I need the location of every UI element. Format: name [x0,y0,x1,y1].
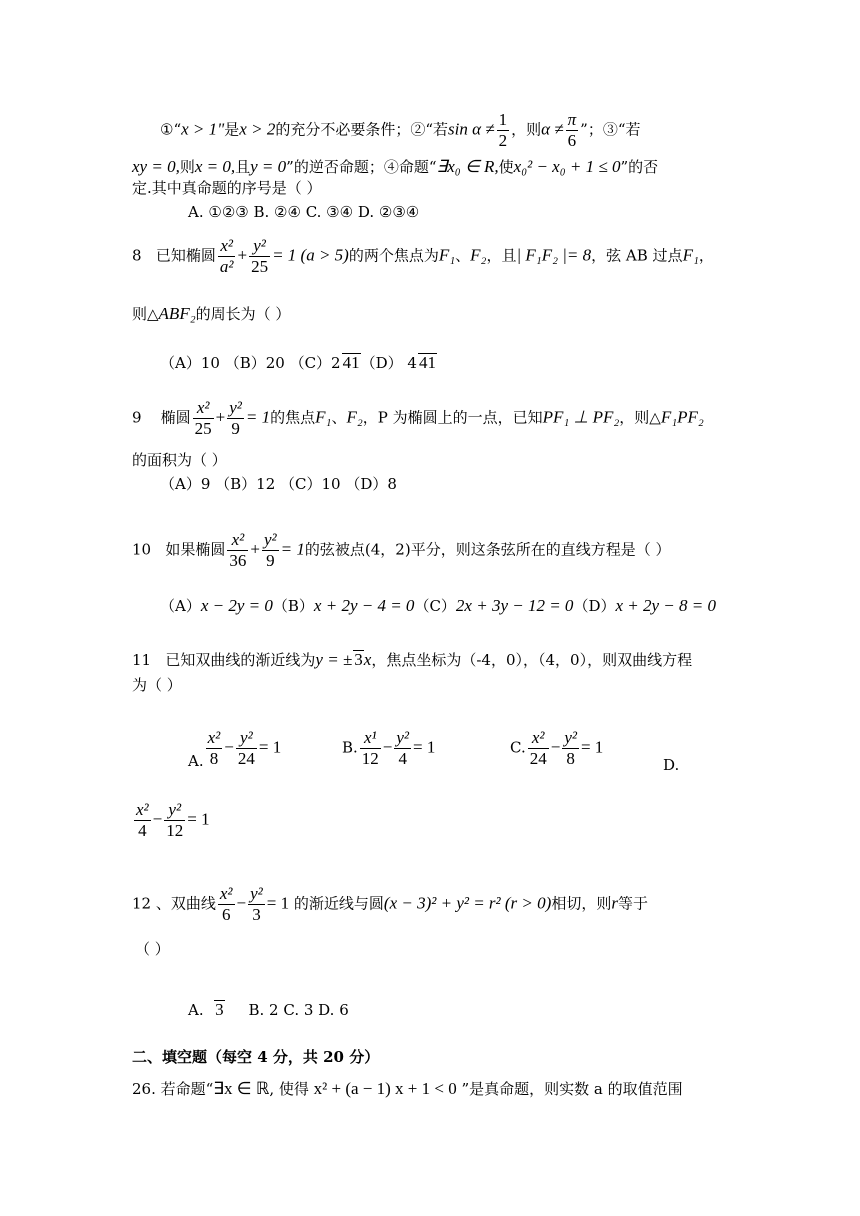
fraction-num: x² [227,530,248,551]
q26-text: 26. 若命题“ [132,1080,214,1098]
math-expr: = 1 [413,737,436,757]
q8-text: 的两个焦点为 [348,246,439,265]
fraction [562,728,579,769]
fraction [227,398,244,439]
q7-text: 的充分不必要条件；②“若 [275,120,448,139]
math-expr: y = ± [315,650,353,669]
q8-text: ，且 [486,246,517,265]
fraction-num: x² [136,800,149,819]
q10-text: 如果椭圆 [165,540,226,559]
sqrt-expr: 41 [342,353,360,372]
q10-line1 [132,530,670,571]
q11-text: 已知双曲线的渐近线为 [165,651,316,669]
fraction-den: a² [219,257,234,276]
math-expr: F₁ [682,245,699,265]
q11-text: ，焦点坐标为（-4，0），（4，0），则双曲线方程 [371,651,693,669]
fraction-num: x¹ [360,728,381,749]
question-number: 8 [132,246,142,265]
q8-text: ，弦 AB 过点 [591,246,683,265]
math-op: − [550,737,561,757]
math-expr: x = 0, [194,157,236,176]
option-label: B. [342,738,358,757]
q12-text: 的渐近线与圆 [293,894,384,913]
math-op: + [215,407,226,427]
q9-options: （A）9 （B）12 （C）10 （D）8 [160,475,397,493]
option-expr: x − 2y = 0 [200,596,273,615]
fraction-num: y² [229,398,242,417]
fraction-num: x² [207,728,221,747]
q7-text: ”的逆否命题；④命题“ [286,158,437,176]
q8-text: 已知椭圆 [155,246,216,265]
option-label: （B） [272,597,314,615]
sqrt-expr: 41 [418,353,436,372]
fraction-num: y² [396,728,410,747]
q11-option-c [510,728,603,769]
q9-text: ，P 为椭圆上的一点，已知 [362,408,543,427]
q7-text: ”的否 [620,158,659,176]
fraction-num: x² [528,728,549,749]
fraction [249,236,270,277]
q7-text: ，则 [511,120,542,139]
option-label: C. [510,738,526,757]
option-text: B. 2 C. 3 D. 6 [248,1001,349,1019]
option-label: （A） [160,597,201,615]
fraction-num: y² [564,728,577,747]
q11-option-b [342,728,435,769]
fraction [497,110,510,151]
question-number: 11 [132,651,152,669]
fraction [394,728,411,769]
q8-text: 的周长为（ ） [195,305,291,323]
q7-text: 使 [498,158,514,176]
math-op: − [152,809,163,829]
fraction [218,236,236,277]
fraction [227,530,248,571]
fraction [206,728,223,769]
q8-options [160,353,437,371]
fraction-den: 25 [194,419,212,438]
fraction-den: 24 [237,749,255,768]
q7-text: 则 [179,158,195,176]
q7-text: 且 [235,158,251,176]
q10-text: 的弦被点(4，2)平分，则这条弦所在的直线方程是（ ） [304,540,671,559]
math-expr: (x − 3)² + y² = r² (r > 0) [383,893,552,913]
math-expr: ∃x ∈ ℝ [213,1079,270,1098]
fraction-den: 4 [138,821,147,840]
math-expr: r [611,893,618,913]
fraction-num: x² [193,398,214,419]
math-expr: x > 2 [239,119,276,139]
option-expr: 2x + 3y − 12 = 0 [455,596,574,615]
q7-line2 [132,158,658,175]
q11-line2: 为（ ） [132,676,182,694]
fraction-num: y² [250,884,263,903]
q9-text: 、 [331,408,347,427]
math-expr: = 1 [580,737,604,757]
q8-line1 [132,236,714,277]
q10-options [160,597,716,614]
fraction-num: y² [264,530,277,549]
question-number: 10 [132,540,152,559]
fraction [193,398,214,439]
option-label: （D） [573,597,616,615]
fraction-den: 4 [398,749,407,768]
math-expr: α ≠ [541,119,564,139]
fraction-den: 3 [252,905,261,924]
math-expr: ∃x₀ ∈ R, [436,157,499,176]
fraction-den: 9 [231,419,240,438]
question-number: 9 [132,408,142,427]
math-expr: x [363,650,372,669]
math-expr: x₀² − x₀ + 1 ≤ 0 [513,157,621,176]
fraction [236,728,257,769]
fraction-den: 12 [361,749,379,768]
fraction-num: y² [236,728,257,749]
math-op: − [382,737,393,757]
fraction-num: 1 [498,110,508,129]
q9-text: ，则△ [619,408,661,427]
math-expr: = 1 [266,893,290,913]
q26-text: , 使得 [269,1080,309,1098]
q26-text: ”是真命题，则实数 a 的取值范围 [461,1080,683,1098]
math-expr: = 1 [280,539,305,559]
q11-option-d [132,800,210,841]
fraction-den: 36 [229,551,247,570]
math-expr: PF₁ ⊥ PF₂ [542,407,620,427]
math-expr: ABF₂ [158,304,196,323]
sqrt-expr: 3 [215,1000,224,1019]
q9-line1 [132,398,704,439]
math-expr: x > 1" [181,119,225,139]
fraction-den: 24 [529,749,547,768]
q7-line1 [160,110,641,151]
q11-option-a [188,728,281,769]
fraction-num: π [567,110,577,129]
fraction-den: 6 [567,131,577,150]
q12-line2: （ ） [135,940,170,958]
math-expr: F₂ [346,407,363,427]
math-expr: = 1 [245,407,271,427]
math-expr: | F₁F₂ |= 8 [516,245,592,265]
fraction [134,800,151,841]
q7-text: ①“ [160,120,182,139]
math-expr: = 1 (a > 5) [272,245,349,265]
math-expr: sin α ≠ [448,119,495,139]
fraction-den: 2 [498,131,508,150]
q8-text: 则△ [132,305,159,323]
q26-line1 [132,1080,683,1097]
math-expr: = 1 [187,809,210,829]
q11-line1 [132,650,692,668]
q8-option-text: （A）10 （B）20 （C）2 [160,354,341,372]
math-op: + [250,539,261,559]
q7-options: A. ①②③ B. ②④ C. ③④ D. ②③④ [188,203,420,221]
fraction-den: 6 [221,905,231,924]
fraction-num: x² [219,884,233,903]
sqrt-expr: 3 [354,650,363,669]
math-op: + [237,245,248,265]
math-expr: xy = 0, [132,157,180,176]
fraction [566,110,579,151]
q8-text: ， [698,246,714,265]
fraction [360,728,381,769]
option-expr: x + 2y − 4 = 0 [313,596,415,615]
q7-line3: 定.其中真命题的序号是（ ） [132,179,322,197]
q7-text: ”；③“若 [580,120,641,139]
fraction-den: 9 [266,551,275,570]
q12-options [188,1000,349,1018]
fraction-num: y² [249,236,270,257]
math-expr: = 1 [258,737,282,757]
fraction [262,530,279,571]
math-op: − [236,893,247,913]
option-expr: x + 2y − 8 = 0 [615,596,716,615]
fraction-den: 8 [209,749,219,768]
fraction [528,728,549,769]
q9-text: 的焦点 [270,408,316,427]
fraction-num: y² [164,800,185,821]
option-label: A. [188,752,204,770]
q12-line1 [132,884,648,925]
q8-text: 、 [455,246,471,265]
q11-option-d-label: D. [663,756,680,774]
math-expr: F₂ [470,245,487,265]
fraction [164,800,185,841]
q7-text: 是 [224,120,240,139]
fraction-den: 8 [566,749,575,768]
fraction [218,884,235,925]
q8-line2 [132,305,290,322]
fraction [248,884,265,925]
fraction-den: 12 [166,821,184,840]
fraction-num: x² [218,236,236,257]
option-label: （C） [414,597,456,615]
math-expr: y = 0 [250,157,287,176]
math-expr: F₁ [438,245,456,265]
q9-text: 椭圆 [160,408,191,427]
q12-text: 相切，则 [551,894,612,913]
q12-text: 等于 [617,894,648,913]
q9-line2: 的面积为（ ） [132,451,227,469]
fraction-den: 25 [251,257,269,276]
q8-option-text: （D） 4 [360,354,417,372]
math-expr: F₁PF₂ [660,407,704,427]
section-heading: 二、填空题（每空 4 分，共 20 分） [132,1048,380,1066]
option-label: A. [188,1001,204,1019]
question-number: 12 、双曲线 [132,894,216,913]
math-expr: x² + (a − 1) x + 1 < 0 [313,1079,457,1098]
math-op: − [224,737,234,757]
math-expr: F₁ [315,407,332,427]
